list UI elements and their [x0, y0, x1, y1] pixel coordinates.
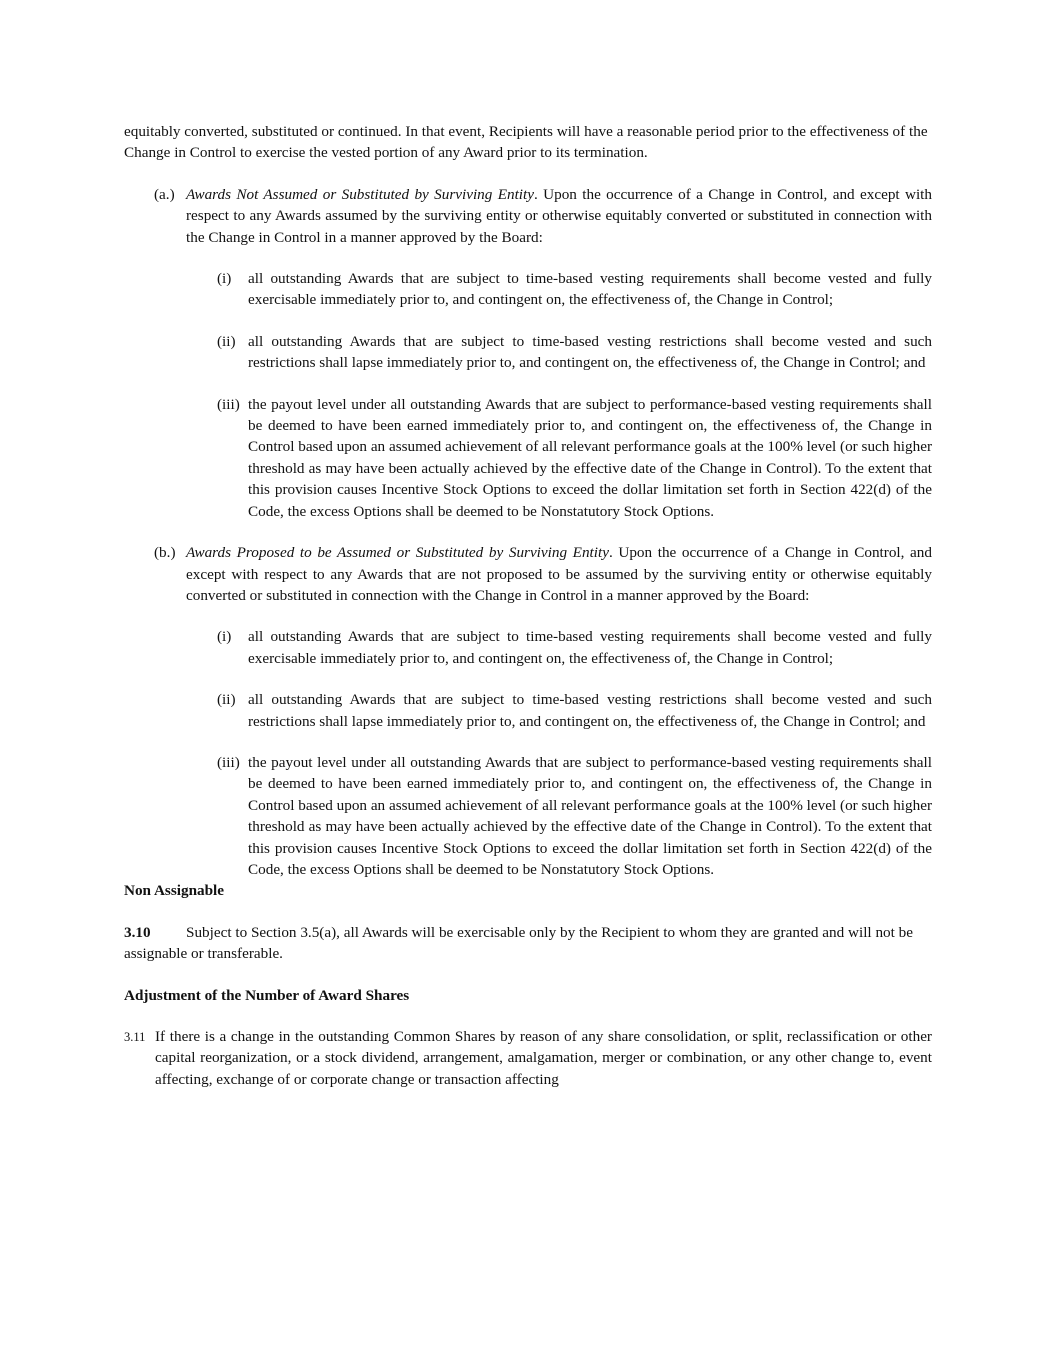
clause-b-label: (b.)	[154, 544, 176, 562]
clause-a	[124, 184, 932, 248]
clause-a-item-i	[124, 268, 932, 311]
item-text: all outstanding Awards that are subject to time-based vesting requirements shall become vested and fully exercisable immediately prior to, and contingent on, the effectiveness of, the Change in Control;	[248, 628, 932, 667]
clause-a-item-ii	[124, 331, 932, 374]
item-label: (iii)	[217, 753, 240, 771]
item-label: (i)	[217, 628, 232, 646]
item-text: the payout level under all outstanding Awards that are subject to performance-based vesting requirements shall be deemed to have been earned immediately prior to, and contingent on, the effectiveness of, the Change in Control based upon an assumed achievement of all relevant performance goals at the 100% level (or such higher threshold as may have been actually achieved by the effective date of the Change in Control). To the extent that this provision causes Incentive Stock Options to exceed the dollar limitation set forth in Section 422(d) of the Code, the excess Options shall be deemed to be Nonstatutory Stock Options.	[248, 753, 932, 878]
clause-b-item-i	[124, 626, 932, 669]
clause-a-label: (a.)	[154, 185, 175, 203]
intro-paragraph: equitably converted, substituted or continued. In that event, Recipients will have a reasonable period prior to the effectiveness of the Change in Control to exercise the vested portion of any Award prior to its termination.	[124, 123, 928, 162]
section-3-10	[124, 922, 932, 965]
item-label: (ii)	[217, 691, 236, 709]
document-page	[124, 121, 932, 1090]
heading-adjustment: Adjustment of the Number of Award Shares	[124, 986, 410, 1004]
section-number: 3.10	[124, 923, 151, 941]
item-label: (ii)	[217, 332, 236, 350]
clause-a-title: Awards Not Assumed or Substituted by Surviving Entity	[186, 185, 534, 203]
item-text: all outstanding Awards that are subject to time-based vesting restrictions shall become vested and such restrictions shall lapse immediately prior to, and contingent on, the effectiveness of, the Change in Control; and	[248, 332, 932, 372]
item-label: (iii)	[217, 395, 240, 413]
item-label: (i)	[217, 270, 232, 288]
clause-b-text: . Upon the occurrence of a Change in Control, and except with respect to any Awards that are not proposed to be assumed by the surviving entity or otherwise equitably converted or substituted in connection with the Change in Control in a manner approved by the Board:	[186, 544, 932, 604]
clause-a-text: . Upon the occurrence of a Change in Control, and except with respect to any Awards assumed by the surviving entity or otherwise equitably converted or substituted in connection with the Change in Control in a manner approved by the Board:	[186, 185, 932, 246]
section-number: 3.11	[124, 1030, 146, 1044]
clause-b-item-ii	[124, 689, 932, 732]
item-text: all outstanding Awards that are subject to time-based vesting requirements shall become vested and fully exercisable immediately prior to, and contingent on, the effectiveness of, the Change in Control;	[248, 270, 932, 309]
heading-non-assignable: Non Assignable	[124, 882, 225, 900]
clause-b	[124, 542, 932, 606]
item-text: all outstanding Awards that are subject to time-based vesting restrictions shall become vested and such restrictions shall lapse immediately prior to, and contingent on, the effectiveness of, the Change in Control; and	[248, 691, 932, 730]
item-text: the payout level under all outstanding Awards that are subject to performance-based vesting requirements shall be deemed to have been earned immediately prior to, and contingent on, the effectiveness of, the Change in Control based upon an assumed achievement of all relevant performance goals at the 100% level (or such higher threshold as may have been actually achieved by the effective date of the Change in Control). To the extent that this provision causes Incentive Stock Options to exceed the dollar limitation set forth in Section 422(d) of the Code, the excess Options shall be deemed to be Nonstatutory Stock Options.	[248, 395, 932, 520]
section-text: Subject to Section 3.5(a), all Awards will be exercisable only by the Recipient to whom they are granted and will not be assignable or transferable.	[124, 923, 913, 963]
clause-b-title: Awards Proposed to be Assumed or Substituted by Surviving Entity	[186, 544, 609, 562]
section-3-11	[124, 1026, 932, 1090]
section-text: If there is a change in the outstanding Common Shares by reason of any share consolidation, or split, reclassification or other capital reorganization, or a stock dividend, arrangement, amalgamation, merger or combination, or any other change to, event affecting, exchange of or corporate change or transaction affecting	[155, 1028, 932, 1088]
clause-a-item-iii	[124, 394, 932, 522]
clause-b-item-iii	[124, 752, 932, 880]
